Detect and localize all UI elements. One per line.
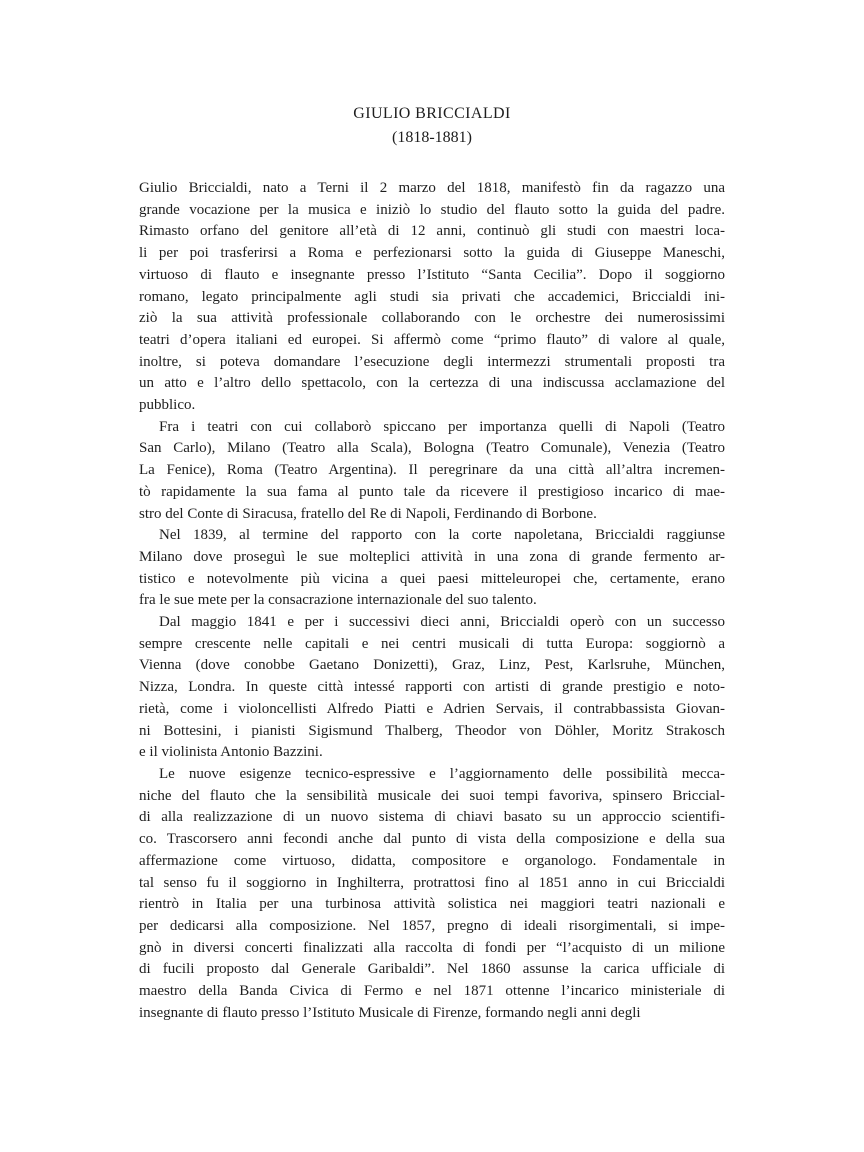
text-line: per dedicarsi alla composizione. Nel 1857, pregno di ideali risorgimentali, si impe- [139,917,725,934]
text-line: insegnante di flauto presso l’Istituto Musicale di Firenze, formando negli anni degli [139,1004,641,1021]
text-line: Le nuove esigenze tecnico-espressive e l’aggiornamento delle possibilità mecca- [159,765,725,782]
document-body [139,178,725,1024]
text-line: virtuoso di flauto e insegnante presso l’Istituto “Santa Cecilia”. Dopo il soggiorno [139,266,725,283]
text-line: romano, legato principalmente agli studi sia privati che accademici, Briccialdi ini- [139,288,725,305]
paragraph [139,764,725,1024]
text-line: Nel 1839, al termine del rapporto con la corte napoletana, Briccialdi raggiunse [159,527,725,544]
text-line: co. Trascorsero anni fecondi anche dal punto di vista della composizione e della sua [139,831,725,848]
text-line: grande vocazione per la musica e iniziò lo studio del flauto sotto la guida del padre. [139,201,725,218]
text-line: ni Bottesini, i pianisti Sigismund Thalberg, Theodor von Döhler, Moritz Strakosch [139,722,725,739]
paragraph [139,417,725,526]
paragraph [139,178,725,417]
text-line: tò rapidamente la sua fama al punto tale da ricevere il prestigioso incarico di mae- [139,483,725,500]
text-line: di alla realizzazione di un nuovo sistema di chiavi basato su un approccio scientifi- [139,809,725,826]
text-line: tistico e notevolmente più vicina a quei paesi mitteleuropei che, certamente, erano [139,570,725,587]
text-line: Dal maggio 1841 e per i successivi dieci anni, Briccialdi operò con un successo [159,614,725,631]
text-line: un atto e l’altro dello spettacolo, con la certezza di una indiscussa acclamazione del [139,375,725,392]
text-line: stro del Conte di Siracusa, fratello del Re di Napoli, Ferdinando di Borbone. [139,505,597,522]
text-line: Fra i teatri con cui collaborò spiccano per importanza quelli di Napoli (Teatro [159,418,725,435]
text-line: sempre crescente nelle capitali e nei centri musicali di tutta Europa: soggiornò a [139,635,725,652]
text-column [139,102,725,1024]
page-subtitle: (1818-1881) [392,129,472,146]
paragraph [139,525,725,612]
paragraph [139,612,725,764]
text-line: li per poi trasferirsi a Roma e perfezionarsi sotto la guida di Giuseppe Maneschi, [139,245,725,262]
text-line: teatri d’opera italiani ed europei. Si affermò come “primo flauto” di valore al quale, [139,331,725,348]
text-line: affermazione come virtuoso, didatta, compositore e organologo. Fondamentale in [139,852,725,869]
text-line: di fucili proposto dal Generale Garibaldi”. Nel 1860 assunse la carica ufficiale di [139,961,725,978]
text-line: Rimasto orfano del genitore all’età di 12 anni, continuò gli studi con maestri loca- [139,223,725,240]
page-title: GIULIO BRICCIALDI [353,105,511,122]
text-line: rientrò in Italia per una turbinosa attività solistica nei maggiori teatri nazionali e [139,896,725,913]
text-line: gnò in diversi concerti finalizzati alla raccolta di fondi per “l’acquisto di un milione [139,939,725,956]
text-line: rietà, come i violoncellisti Alfredo Piatti e Adrien Servais, il contrabbassista Giovan- [139,700,725,717]
text-line: San Carlo), Milano (Teatro alla Scala), Bologna (Teatro Comunale), Venezia (Teatro [139,440,725,457]
text-line: e il violinista Antonio Bazzini. [139,744,323,761]
text-line: Milano dove proseguì le sue molteplici attività in una zona di grande fermento ar- [139,548,725,565]
text-line: fra le sue mete per la consacrazione internazionale del suo talento. [139,592,537,609]
text-line: tal senso fu il soggiorno in Inghilterra, protrattosi fino al 1851 anno in cui Briccialdi [139,874,725,891]
text-line: La Fenice), Roma (Teatro Argentina). Il peregrinare da una città all’altra incremen- [139,462,725,479]
text-line: inoltre, si poteva domandare l’esecuzione degli intermezzi strumentali proposti tra [139,353,725,370]
text-line: ziò la sua attività professionale collaborando con le orchestre dei numerosissimi [139,310,725,327]
text-line: Nizza, Londra. In queste città intessé rapporti con artisti di grande prestigio e noto- [139,679,725,696]
text-line: maestro della Banda Civica di Fermo e nel 1871 ottenne l’incarico ministeriale di [139,983,725,1000]
text-line: Vienna (dove conobbe Gaetano Donizetti), Graz, Linz, Pest, Karlsruhe, München, [139,657,725,674]
text-line: niche del flauto che la sensibilità musicale dei suoi tempi favoriva, spinsero Briccial- [139,787,725,804]
text-line: Giulio Briccialdi, nato a Terni il 2 marzo del 1818, manifestò fin da ragazzo una [139,180,725,196]
text-line: pubblico. [139,397,196,414]
